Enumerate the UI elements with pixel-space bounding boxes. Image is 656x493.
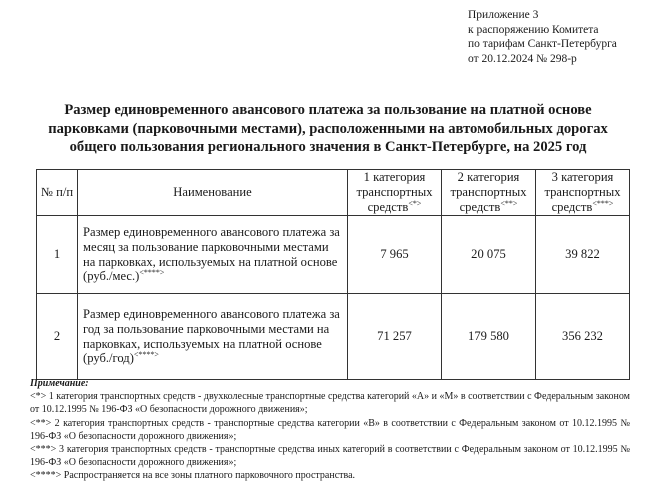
footnote-mark: <**> [500,198,518,208]
appendix-line: к распоряжению Комитета [468,23,599,36]
appendix-line: Приложение 3 [468,9,539,21]
header-category-2-label: 2 категория транспортных средств [450,170,527,214]
value-category-3: 356 232 [536,294,630,380]
value-category-2: 179 580 [442,294,536,380]
document-title: Размер единовременного авансового платежа за пользование на платной основе парковками (парковочными местами), расположенными на автомобильных дорогах общего пользования регионального значения в Санкт-Петербурге, на 2025 год [48,102,608,156]
table-row [37,216,630,294]
row-name [78,294,348,380]
value-category-1: 7 965 [348,216,442,294]
notes-section [30,377,630,483]
appendix-header [468,8,617,66]
table-row [37,294,630,380]
value-category-2: 20 075 [442,216,536,294]
row-name [78,216,348,294]
appendix-line: по тарифам Санкт-Петербурга [468,38,617,51]
header-category-1-label: 1 категория транспортных средств [356,170,433,214]
note-item: <*> 1 категория транспортных средств - двухколесные транспортные средства категорий «А» и «М» в соответствии с Федеральным законом от 10.12.1995 № 196-ФЗ «О безопасности дорожного движения»; [30,391,630,416]
note-item: <****> Распространяется на все зоны платного парковочного пространства. [30,470,356,482]
value-category-3: 39 822 [536,216,630,294]
footnote-mark: <***> [592,198,614,208]
table-header-row [37,170,630,216]
value-category-1: 71 257 [348,294,442,380]
row-number: 2 [37,294,78,380]
header-category-1 [348,170,442,216]
row-name-text: Размер единовременного авансового платежа за месяц за пользование парковочными местами на парковках, используемых на платной основе (руб./мес.) [83,224,340,284]
row-name-text: Размер единовременного авансового платежа за год за пользование парковочными местами на парковках, используемых на платной основе (руб./год) [83,306,340,366]
row-number: 1 [37,216,78,294]
footnote-mark: <****> [139,268,165,278]
header-category-2 [442,170,536,216]
note-item: <**> 2 категория транспортных средств - транспортные средства категории «В» в соответствии с Федеральным законом от 10.12.1995 № 196-ФЗ «О безопасности дорожного движения»; [30,417,630,442]
appendix-line: от 20.12.2024 № 298-р [468,52,577,65]
notes-heading: Примечание: [30,378,89,389]
header-name: Наименование [78,170,348,216]
header-category-3 [536,170,630,216]
payment-table [36,169,630,380]
note-item: <***> 3 категория транспортных средств - транспортные средства иных категорий в соответствии с Федеральным законом от 10.12.1995 № 196-ФЗ «О безопасности дорожного движения»; [30,444,630,469]
header-num: № п/п [37,170,78,216]
footnote-mark: <*> [408,198,422,208]
header-category-3-label: 3 категория транспортных средств [544,170,621,214]
footnote-mark: <****> [133,350,159,360]
